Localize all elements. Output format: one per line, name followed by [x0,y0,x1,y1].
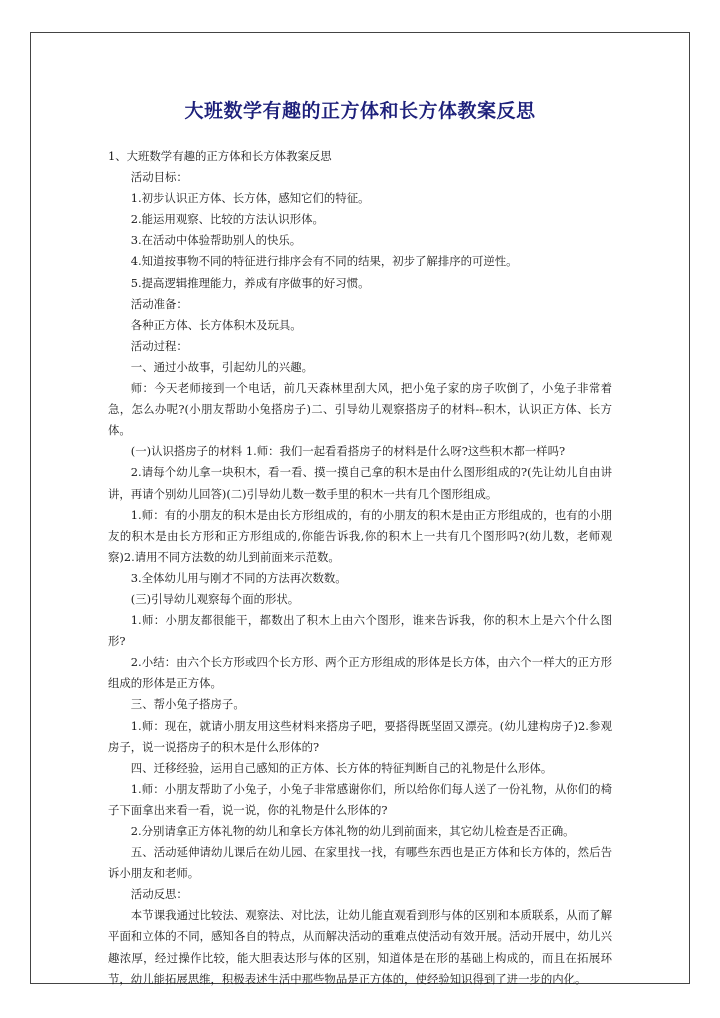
document-title: 大班数学有趣的正方体和长方体教案反思 [184,100,536,122]
paragraph: 2.请每个幼儿拿一块积木，看一看、摸一摸自己拿的积木是由什么图形组成的?(先让幼儿自由讲讲，再请个别幼儿回答)(二)引导幼儿数一数手里的积木一共有几个图形组成。 [108,465,612,501]
paragraph: 1.师：小朋友帮助了小兔子，小兔子非常感谢你们，所以给你们每人送了一份礼物，从你们的椅子下面拿出来看一看，说一说，你的礼物是什么形体的? [108,781,612,817]
paragraph: 5.提高逻辑推理能力，养成有序做事的好习惯。 [130,275,370,290]
paragraph: 三、帮小兔子搭房子。 [130,697,245,712]
paragraph: 活动反思： [130,887,188,902]
paragraph: 一、通过小故事，引起幼儿的兴趣。 [130,359,314,374]
paragraph: 活动目标： [130,170,188,185]
paragraph: 3.全体幼儿用与刚才不同的方法再次数数。 [130,570,347,585]
paragraph: (三)引导幼儿观察每个面的形状。 [130,591,300,606]
paragraph: 活动准备： [130,296,188,311]
paragraph: 各种正方体、长方体积木及玩具。 [130,317,302,332]
paragraph: 本节课我通过比较法、观察法、对比法，让幼儿能直观看到形与体的区别和本质联系，从而了解平面和立体的不同，感知各自的特点，从而解决活动的重难点使活动有效开展。活动开展中，幼儿兴趣浓厚，经过操作比较，能大胆表达形与体的区别，知道体是在形的基础上构成的，而且在拓展环节，幼儿能拓展思维，积极表述生活中那些物品是正方体的，使经验知识得到了进一步的内化。 [108,908,612,986]
paragraph: 2.能运用观察、比较的方法认识形体。 [130,212,324,227]
paragraph: 1.师：小朋友都很能干，都数出了积木上由六个图形，谁来告诉我，你的积木上是六个什么图形? [108,613,612,649]
document-body [108,146,612,990]
paragraph: 活动过程： [130,338,188,353]
paragraph: 1.师：现在，就请小朋友用这些材料来搭房子吧，要搭得既坚固又漂亮。(幼儿建构房子)2.参观房子，说一说搭房子的积木是什么形体的? [108,718,612,754]
paragraph: 师：今天老师接到一个电话，前几天森林里刮大风，把小兔子家的房子吹倒了，小兔子非常着急，怎么办呢?(小朋友帮助小兔搭房子)二、引导幼儿观察搭房子的材料--积木，认识正方体、长方体。 [108,381,612,438]
paragraph: 4.知道按事物不同的特征进行排序会有不同的结果，初步了解排序的可逆性。 [130,254,518,269]
paragraph: 1.师：有的小朋友的积木是由长方形组成的，有的小朋友的积木是由正方形组成的，也有的小朋友的积木是由长方形和正方形组成的,你能告诉我,你的积木上一共有几个图形吗?(幼儿数，老师观察)2.请用不同方法数的幼儿到前面来示范数。 [108,507,612,564]
paragraph: 1.初步认识正方体、长方体，感知它们的特征。 [130,191,370,206]
paragraph: 五、活动延伸请幼儿课后在幼儿园、在家里找一找，有哪些东西也是正方体和长方体的，然后告诉小朋友和老师。 [108,845,612,881]
paragraph: 2.分别请拿正方体礼物的幼儿和拿长方体礼物的幼儿到前面来，其它幼儿检查是否正确。 [130,824,575,838]
paragraph: 四、迁移经验，运用自己感知的正方体、长方体的特征判断自己的礼物是什么形体。 [130,760,553,775]
paragraph: (一)认识搭房子的材料 1.师：我们一起看看搭房子的材料是什么呀?这些积木都一样吗? [130,444,566,459]
paragraph: 2.小结：由六个长方形或四个长方形、两个正方形组成的形体是长方体，由六个一样大的正方形组成的形体是正方体。 [108,655,612,691]
paragraph: 3.在活动中体验帮助别人的快乐。 [130,233,302,248]
section-heading: 1、大班数学有趣的正方体和长方体教案反思 [108,149,332,163]
